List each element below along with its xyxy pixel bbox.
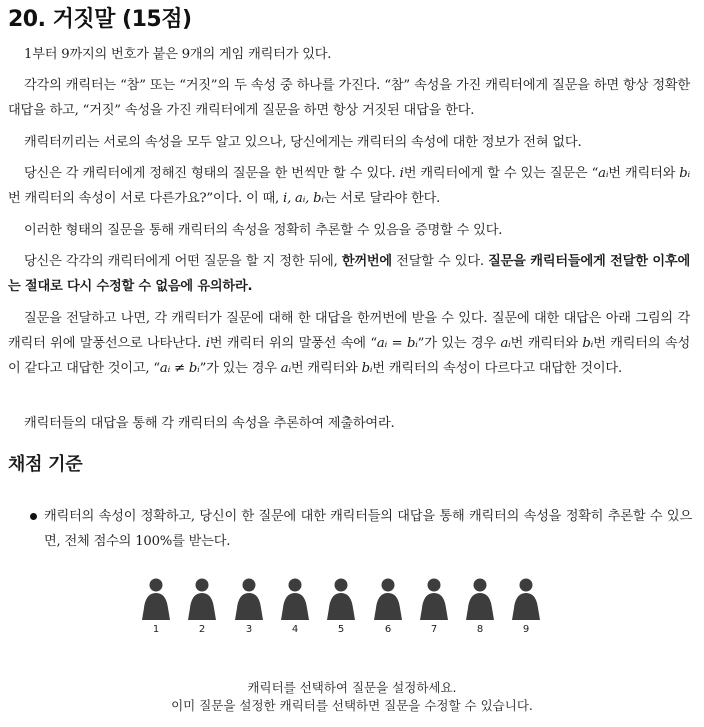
text: 번 캐릭터 위의 말풍선 속에 “: [209, 336, 377, 351]
character-body: [512, 593, 540, 620]
character-head: [428, 579, 441, 592]
character-body: [235, 593, 263, 620]
character-body: [281, 593, 309, 620]
text: 번 캐릭터와: [608, 166, 680, 181]
math-equal: aᵢ = bᵢ: [376, 336, 418, 351]
scoring-bullet: [30, 504, 692, 554]
character-figure-icon: [418, 578, 450, 622]
text: 번 캐릭터의 속성이 같다고 대답한 것이고, “: [8, 336, 690, 376]
math-ai: aᵢ: [280, 361, 291, 376]
text: 번 캐릭터와: [290, 361, 362, 376]
character-number: 6: [384, 624, 392, 635]
scoring-text: 캐릭터의 속성이 정확하고, 당신이 한 질문에 대한 캐릭터들의 대답을 통해 캐릭터의 속성을 정확히 추론할 수 있으면, 전체 점수의 100%를 받는다.: [44, 509, 692, 549]
emphasis-warning: 질문을 캐릭터들에게 전달한 이후에는 절대로 다시 수정할 수 없음에 유의하라.: [8, 254, 690, 294]
text: ”가 있는 경우: [199, 361, 281, 376]
math-bi: bᵢ: [582, 336, 594, 351]
character-number: 5: [337, 624, 345, 635]
instruction-edit: 이미 질문을 설정한 캐릭터를 선택하면 질문을 수정할 수 있습니다.: [171, 698, 533, 713]
math-bi: bᵢ: [679, 166, 690, 181]
character-head: [243, 579, 256, 592]
character-number: 3: [245, 624, 253, 635]
character-number: 8: [476, 624, 484, 635]
character-4[interactable]: [279, 578, 311, 640]
paragraph-knowledge: 캐릭터끼리는 서로의 속성을 모두 알고 있으나, 당신에게는 캐릭터의 속성에 대한 정보가 전혀 없다.: [24, 135, 582, 150]
character-number: 2: [198, 624, 206, 635]
character-head: [474, 579, 487, 592]
character-body: [466, 593, 494, 620]
text: 질문을 전달하고 나면, 각 캐릭터가 질문에 대해 한 대답을 한꺼번에 받을 수 있다. 질문에 대한 대답은 아래 그림의 각 캐릭터 위에 말풍선으로 나타난다.: [8, 311, 690, 351]
character-number: 7: [430, 624, 438, 635]
character-6[interactable]: [372, 578, 404, 640]
character-figure-icon: [140, 578, 172, 622]
character-number: 9: [522, 624, 530, 635]
character-figure-icon: [325, 578, 357, 622]
paragraph-question-form: [8, 161, 690, 211]
page-title: 20. 거짓말 (15점): [8, 7, 192, 32]
character-head: [289, 579, 302, 592]
math-bi: bᵢ: [361, 361, 373, 376]
paragraph-intro: 1부터 9까지의 번호가 붙은 9개의 게임 캐릭터가 있다.: [24, 47, 332, 62]
character-body: [188, 593, 216, 620]
character-row: [140, 578, 560, 640]
character-body: [374, 593, 402, 620]
math-vars: i, aᵢ, bᵢ: [283, 191, 324, 206]
math-i: i: [399, 166, 404, 181]
character-figure-icon: [279, 578, 311, 622]
paragraph-submit: 캐릭터들의 대답을 통해 각 캐릭터의 속성을 추론하여 제출하여라.: [24, 416, 395, 431]
character-1[interactable]: [140, 578, 172, 640]
character-head: [382, 579, 395, 592]
character-head: [196, 579, 209, 592]
character-5[interactable]: [325, 578, 357, 640]
text: 번 캐릭터의 속성이 다르다고 대답한 것이다.: [372, 361, 622, 376]
paragraph-answers: [8, 306, 690, 381]
math-not-equal: aᵢ ≠ bᵢ: [159, 361, 200, 376]
character-body: [327, 593, 355, 620]
character-head: [520, 579, 533, 592]
text: 번 캐릭터에게 할 수 있는 질문은 “: [403, 166, 599, 181]
character-figure-icon: [372, 578, 404, 622]
text: ”가 있는 경우: [417, 336, 501, 351]
text: 전달할 수 있다.: [391, 254, 489, 269]
character-body: [420, 593, 448, 620]
character-9[interactable]: [510, 578, 542, 640]
paragraph-attributes: 각각의 캐릭터는 “참” 또는 “거짓”의 두 속성 중 하나를 가진다. “참” 속성을 가진 캐릭터에게 질문을 하면 항상 정확한 대답을 하고, “거짓” 속성을 가진 캐릭터에게 질문을 하면 항상 거짓된 대답을 한다.: [8, 78, 690, 118]
math-i: i: [205, 336, 210, 351]
text: 번 캐릭터와: [510, 336, 583, 351]
character-body: [142, 593, 170, 620]
emphasis-once: 한꺼번에: [341, 254, 392, 269]
text: 당신은 각 캐릭터에게 정해진 형태의 질문을 한 번씩만 할 수 있다.: [24, 166, 400, 181]
character-figure-icon: [510, 578, 542, 622]
character-figure-icon: [233, 578, 265, 622]
character-number: 1: [152, 624, 160, 635]
character-head: [150, 579, 163, 592]
character-head: [335, 579, 348, 592]
character-number: 4: [291, 624, 299, 635]
paragraph-submit-once: [8, 249, 690, 299]
math-ai: aᵢ: [598, 166, 609, 181]
text: 당신은 각각의 캐릭터에게 어떤 질문을 할 지 정한 뒤에,: [24, 254, 342, 269]
text: 번 캐릭터의 속성이 서로 다른가요?”이다. 이 때,: [8, 191, 284, 206]
instruction-select: 캐릭터를 선택하여 질문을 설정하세요.: [247, 680, 457, 695]
character-2[interactable]: [186, 578, 218, 640]
character-figure-icon: [464, 578, 496, 622]
character-3[interactable]: [233, 578, 265, 640]
character-8[interactable]: [464, 578, 496, 640]
text: 는 서로 달라야 한다.: [323, 191, 441, 206]
character-7[interactable]: [418, 578, 450, 640]
bullet-icon: [30, 513, 37, 520]
paragraph-provable: 이러한 형태의 질문을 통해 캐릭터의 속성을 정확히 추론할 수 있음을 증명할 수 있다.: [24, 223, 503, 238]
scoring-heading: 채점 기준: [8, 454, 83, 475]
character-figure-icon: [186, 578, 218, 622]
math-ai: aᵢ: [500, 336, 511, 351]
